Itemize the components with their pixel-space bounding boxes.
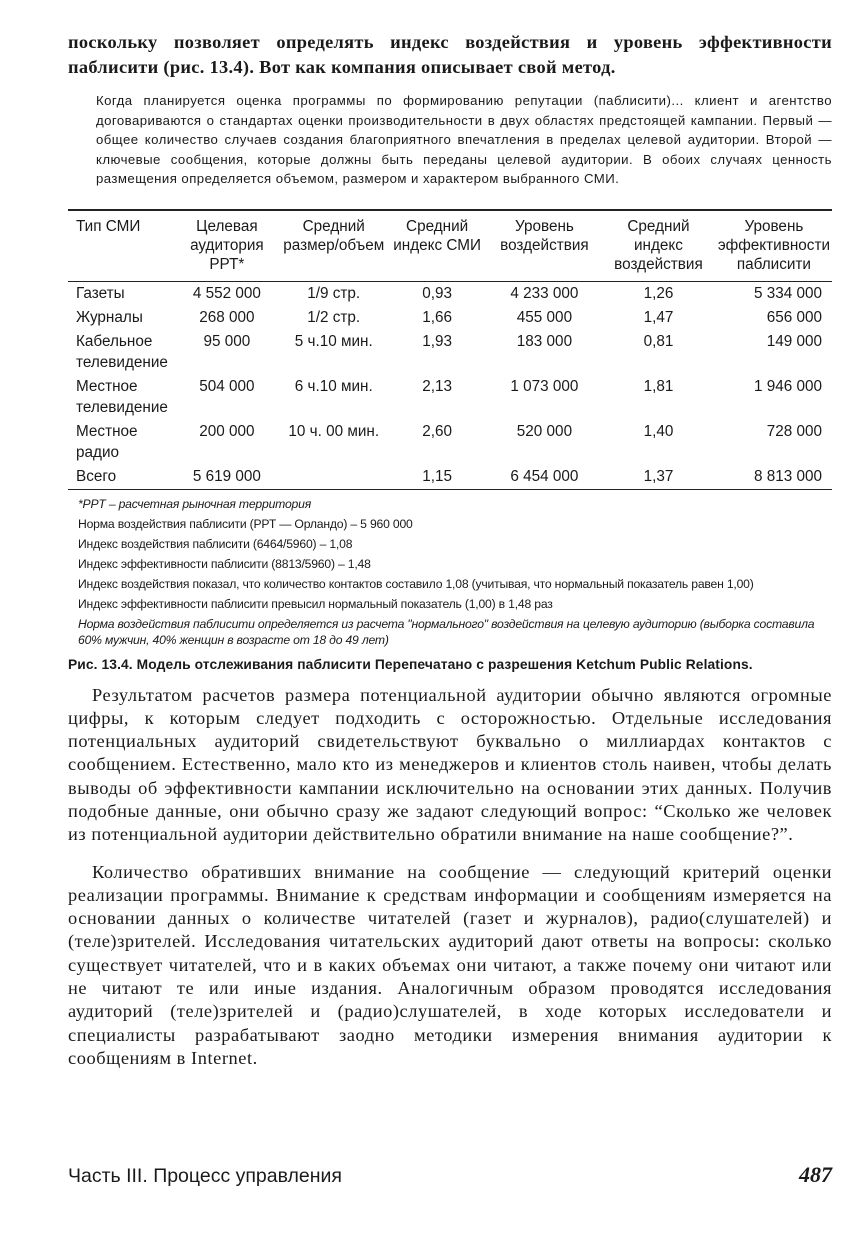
cell-impact-index: 1,26 <box>643 284 674 302</box>
cell-publicity-effectiveness: 8 813 000 <box>716 465 832 490</box>
table-row <box>68 330 832 375</box>
cell-publicity-effectiveness: 728 000 <box>766 422 822 440</box>
note-effectiveness-index: Индекс эффективности паблисити (8813/5960) – 1,48 <box>78 556 371 571</box>
table-row <box>68 306 832 330</box>
header-impact-level: Уровень воздействия <box>488 210 601 282</box>
cell-target-audience: 4 552 000 <box>192 284 261 302</box>
cell-avg-size: 1/9 стр. <box>307 284 361 302</box>
cell-impact-index: 1,47 <box>643 308 674 326</box>
body-paragraph-2: Количество обративших внимание на сообщение — следующий критерий оценки реализации программы. Внимание к средствам информации и сообщениям измеряется на основании данных о количестве читателей (газет и журналов), радио(слушателей) и (теле)зрителей. Исследования читательских аудиторий дают ответы на вопросы: сколько существует читателей, что и в каких объемах они читают, а также почему они читают или не читают те или иные издания. Аналогичным образом проводятся исследования аудиторий (теле)зрителей и (радио)слушателей, в ходе которых исследователи и специалисты разрабатывают заодно методики измерения внимания аудитории к сообщениям в Internet. <box>68 861 832 1068</box>
note-impact-index: Индекс воздействия паблисити (6464/5960) – 1,08 <box>78 536 353 551</box>
cell-impact-index: 0,81 <box>643 332 674 350</box>
cell-publicity-effectiveness: 656 000 <box>766 308 822 326</box>
cell-publicity-effectiveness: 1 946 000 <box>753 377 822 395</box>
company-quote: Когда планируется оценка программы по формированию репутации (паблисити)... клиент и агентство договариваются о стандартах оценки производительности в двух областях предстоящей кампании. Первый — общее количество случаев создания благоприятного впечатления в пределах целевой аудитории. Второй — ключевые сообщения, которые должны быть переданы целевой аудитории. В обоих случаях ценность размещения определяется объемом, размером и характером выбранного СМИ. <box>96 93 832 186</box>
cell-publicity-effectiveness: 5 334 000 <box>753 284 822 302</box>
note-norm-definition: Норма воздействия паблисити определяется из расчета "нормального" воздействия на целевую аудиторию (выборка составила 60% мужчин, 40% женщин в возрасте от 18 до 49 лет) <box>78 616 815 647</box>
cell-impact-index: 1,37 <box>601 465 716 490</box>
figure-caption: Рис. 13.4. Модель отслеживания паблисити Перепечатано с разрешения Ketchum Public Relations. <box>68 656 753 672</box>
cell-media-index: 0,93 <box>422 284 453 302</box>
cell-impact-level: 183 000 <box>516 332 573 350</box>
cell-media-index: 2,60 <box>422 422 453 440</box>
header-publicity-effectiveness: Уровень эффективности паблисити <box>716 210 832 282</box>
table-row <box>68 420 832 465</box>
cell-impact-level: 455 000 <box>516 308 573 326</box>
header-media-type: Тип СМИ <box>68 210 173 282</box>
table-total-row <box>68 465 832 490</box>
cell-target-audience: 268 000 <box>199 308 255 326</box>
page-content <box>68 30 832 1070</box>
cell-avg-size <box>281 465 387 490</box>
cell-media-type: Кабельное телевидение <box>76 332 168 371</box>
cell-media-index: 1,93 <box>422 332 453 350</box>
cell-target-audience: 5 619 000 <box>173 465 281 490</box>
note-impact-norm: Норма воздействия паблисити (РРТ — Орландо) – 5 960 000 <box>78 516 413 531</box>
cell-media-type: Газеты <box>76 284 125 302</box>
header-target-audience: Целевая аудитория РРТ* <box>173 210 281 282</box>
cell-media-index: 1,15 <box>386 465 487 490</box>
table-header-row <box>68 210 832 282</box>
cell-impact-level: 520 000 <box>516 422 573 440</box>
cell-impact-index: 1,40 <box>643 422 674 440</box>
note-effectiveness-result: Индекс эффективности паблисити превысил нормальный показатель (1,00) в 1,48 раз <box>78 596 553 611</box>
section-title: Часть III. Процесс управления <box>68 1165 342 1187</box>
cell-media-type: Местное телевидение <box>76 377 168 416</box>
cell-media-index: 1,66 <box>422 308 453 326</box>
cell-impact-level: 6 454 000 <box>488 465 601 490</box>
note-impact-result: Индекс воздействия показал, что количество контактов составило 1,08 (учитывая, что нормальный показатель равен 1,00) <box>78 576 754 591</box>
cell-avg-size: 1/2 стр. <box>307 308 361 326</box>
cell-media-type: Местное радио <box>76 422 138 461</box>
publicity-tracking-table <box>68 209 832 490</box>
header-impact-index: Средний индекс воздействия <box>601 210 716 282</box>
footnote-ppt: *PPT – расчетная рыночная территория <box>78 496 312 511</box>
intro-paragraph: поскольку позволяет определять индекс воздействия и уровень эффективности паблисити (рис. 13.4). Вот как компания описывает свой метод. <box>68 32 832 77</box>
cell-media-index: 2,13 <box>422 377 453 395</box>
page-number: 487 <box>799 1162 832 1187</box>
table-row <box>68 281 832 306</box>
table-row <box>68 375 832 420</box>
cell-target-audience: 200 000 <box>199 422 255 440</box>
cell-media-type: Всего <box>68 465 173 490</box>
page-footer <box>68 1162 832 1188</box>
table-notes <box>78 494 832 649</box>
cell-avg-size: 6 ч.10 мин. <box>294 377 373 395</box>
cell-impact-level: 1 073 000 <box>510 377 579 395</box>
cell-media-type: Журналы <box>76 308 143 326</box>
cell-publicity-effectiveness: 149 000 <box>766 332 822 350</box>
header-media-index: Средний индекс СМИ <box>386 210 487 282</box>
figure-table <box>68 209 832 649</box>
cell-target-audience: 95 000 <box>203 332 251 350</box>
header-avg-size: Средний размер/объем <box>281 210 387 282</box>
body-paragraph-1: Результатом расчетов размера потенциальной аудитории обычно являются огромные цифры, к которым следует подходить с осторожностью. Отдельные исследования потенциальных аудиторий свидетельствуют буквально о миллиардах контактов с сообщением. Естественно, мало кто из менеджеров и клиентов столь наивен, чтобы делать выводы об эффективности кампании исключительно на основании этих данных. Получив подобные данные, они обычно сразу же задают следующий вопрос: “Сколько же человек из потенциальной аудитории действительно обратили внимание на наше сообщение?”. <box>68 684 832 845</box>
cell-avg-size: 5 ч.10 мин. <box>294 332 373 350</box>
cell-impact-index: 1,81 <box>643 377 674 395</box>
cell-avg-size: 10 ч. 00 мин. <box>288 422 380 440</box>
cell-target-audience: 504 000 <box>199 377 255 395</box>
cell-impact-level: 4 233 000 <box>510 284 579 302</box>
